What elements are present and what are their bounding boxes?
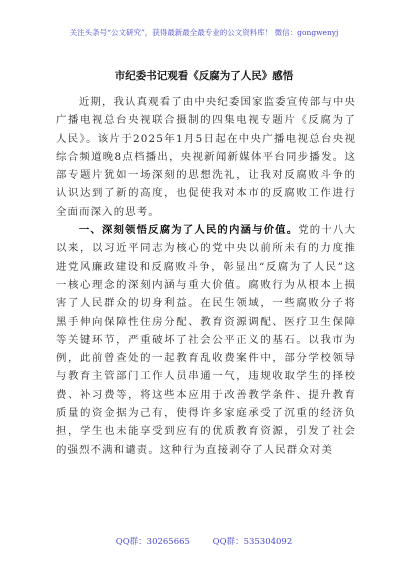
qq-group-2: QQ群：535304092 [212,537,293,547]
paragraph-intro: 近期，我认真观看了由中央纪委国家监委宣传部与中央广播电视总台央视联合摄制的四集电视专题片《反腐为了人民》。该片于2025年1月5日起在中央广播电视总台央视综合频道晚8点档播出，央视新闻新媒体平台同步播发。这部专题片犹如一场深刻的思想洗礼，让我对反腐败斗争的认识达到了新的高度，也促使我对本市的反腐败工作进行全面而深入的思考。 [56,96,356,218]
document-body [56,93,356,459]
qq-group-1: QQ群：30265665 [115,537,190,547]
document-title: 市纪委书记观看《反腐为了人民》感悟 [114,70,294,82]
footer-watermark [0,535,408,547]
section-1-text: 党的十八大以来，以习近平同志为核心的党中央以前所未有的力度推进党风廉政建设和反腐败斗争，彰显出“反腐为了人民”这一核心理念的深刻内涵与重大价值。腐败行为从根本上损害了人民群众的切身利益。在民生领域，一些腐败分子将黑手伸向保障性住房分配、教育资源调配、医疗卫生保障等关键环节，严重破坏了社会公平正义的基石。以我市为例，此前曾查处的一起教育乱收费案件中，部分学校领导与教育主管部门工作人员串通一气，违规收取学生的择校费、补习费等，将这些本应用于改善教学条件、提升教育质量的资金据为己有，使得许多家庭承受了沉重的经济负担，学生也未能享受到应有的优质教育资源，引发了社会的强烈不满和谴责。这种行为直接剥夺了人民群众对美 [56,224,356,456]
header-watermark: 关注头条号“公文研究”，获得最新最全最专业的公文资料库！ 微信：gongwenyj [69,28,339,37]
paragraph-section-1 [56,221,356,459]
section-1-heading: 一、深刻领悟反腐为了人民的内涵与价值。 [78,224,299,237]
